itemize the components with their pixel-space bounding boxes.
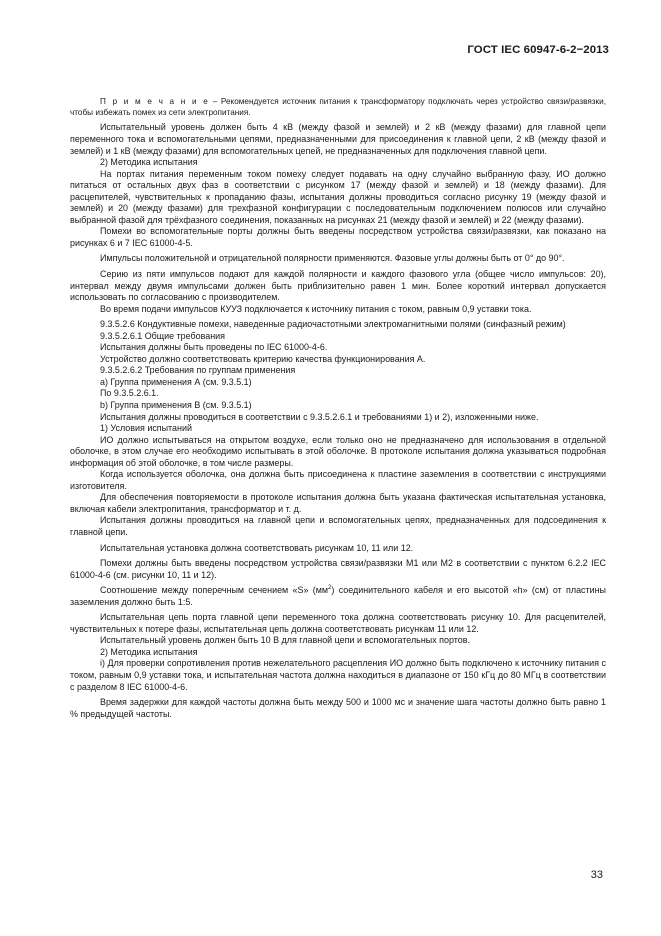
paragraph: Испытательная установка должна соответствовать рисункам 10, 11 или 12. (100, 542, 414, 553)
paragraph: Устройство должно соответствовать критерию качества функционирования А. (100, 353, 426, 364)
paragraph: Испытания должны проводиться в соответствии с 9.3.5.2.6.1 и требованиями 1) и 2), изложенными ниже. (100, 411, 539, 422)
document-header: ГОСТ IEC 60947-6-2−2013 (467, 44, 609, 56)
note (70, 96, 606, 118)
paragraph: Помехи должны быть введены посредством устройства связи/развязки М1 или М2 в соответствии с пунктом 6.2.2 IEC 61000-4-6 (см. рисунки 10, 11 и 12). (70, 558, 606, 580)
paragraph: Импульсы положительной и отрицательной полярности применяются. Фазовые углы должны быть от 0° до 90°. (100, 253, 565, 264)
page-number: 33 (590, 869, 603, 881)
section-heading: 9.3.5.2.6.2 Требования по группам применения (100, 365, 296, 376)
subheading: 1) Условия испытаний (100, 423, 192, 434)
subheading: 2) Методика испытания (100, 646, 198, 657)
paragraph: Испытания должны проводиться на главной цепи и вспомогательных цепях, предназначенных для подсоединения к главной цепи. (70, 515, 606, 537)
paragraph: Испытательная цепь порта главной цепи переменного тока должна соответствовать рисунку 10. Для расцепителей, чувствительных к потере фазы, испытательная цепь должна соответствовать рисункам 11 или 12. (70, 612, 606, 634)
paragraph (70, 585, 606, 608)
list-item: a) Группа применения А (см. 9.3.5.1) (100, 376, 252, 387)
paragraph: Испытательный уровень должен быть 4 кВ (между фазой и землей) и 2 кВ (между фазами) для главной цепи переменного тока и вспомогательными цепями, предназначенными для присоединения к главной цепи, 2 кВ (между фазой и землей) и 1 кВ (между фазами) для вспомогательных цепей, не предназначенных для подключения главной цепи. (70, 122, 606, 156)
paragraph: По 9.3.5.2.6.1. (100, 388, 159, 399)
paragraph: Испытательный уровень должен быть 10 В для главной цепи и вспомогательных портов. (100, 635, 470, 646)
section-heading: 9.3.5.2.6.1 Общие требования (100, 330, 226, 341)
paragraph: i) Для проверки сопротивления против нежелательного расцепления ИО должно быть подключено к источнику питания с током, равным 0,9 уставки тока, и испытательная частота должна находиться в диапазоне от 150 кГц до 80 МГц в соответствии с разделом 8 IEC 61000-4-6. (70, 658, 606, 692)
paragraph: Серию из пяти импульсов подают для каждой полярности и каждого фазового угла (общее число импульсов: 20), интервал между двумя импульсами должен быть приблизительно равен 1 мин. Более короткий интервал допускается использовать по согласованию с производителем. (70, 268, 606, 303)
paragraph: Помехи во вспомогательные порты должны быть введены посредством устройства связи/развязки, как показано на рисунках 6 и 7 IEC 61000-4-5. (70, 226, 606, 248)
list-item: b) Группа применения В (см. 9.3.5.1) (100, 399, 252, 410)
paragraph: Для обеспечения повторяемости в протоколе испытания должна быть указана фактическая испытательная установка, включая кабели электропитания, трансформатор и т. д. (70, 492, 606, 514)
paragraph: Во время подачи импульсов КУУЗ подключается к источнику питания с током, равным 0,9 уставки тока. (100, 303, 532, 314)
section-heading: 9.3.5.2.6 Кондуктивные помехи, наведенные радиочастотными электромагнитными полями (синфазный режим) (100, 319, 566, 330)
page-body (70, 96, 606, 720)
paragraph: Испытания должны быть проведены по IEC 61000-4-6. (100, 342, 328, 353)
subheading: 2) Методика испытания (100, 157, 198, 168)
note-label: П р и м е ч а н и е (100, 97, 210, 106)
cross-section-text: Соотношение между поперечным сечением «S» (мм (100, 585, 329, 596)
paragraph: ИО должно испытываться на открытом воздухе, если только оно не предназначено для использования в отдельной оболочке, в этом случае его необходимо испытывать в этой оболочке. В протоколе испытания должна указываться подробная информация об этой оболочке, в том числе размеры. (70, 434, 606, 468)
superscript: 2 (328, 585, 332, 592)
cross-section-text-end: ) соединительного кабеля и его высотой «h» (см) от пластины заземления должно быть 1:5. (70, 585, 606, 607)
note-text: – Рекомендуется источник питания к трансформатору подключать через устройство связи/развязки, чтобы избежать помех из сети электропитания. (70, 97, 606, 118)
paragraph: На портах питания переменным током помеху следует подавать на одну случайно выбранную фазу, ИО должно питаться от остальных двух фаз в соответствии с рисунком 17 (между фазой и землей) и 18 (между фазами). Для расцепителей, чувствительных к пропаданию фазы, испытания должны проводиться согласно рисунку 19 (между фазой и землей) и 20 (между фазами) для трехфазной конфигурации с последовательным подключением полюсов или случайно выбранной фазой для трёхфазного соединения, показанных на рисунках 21 (между фазой и землей) и 22 (между фазами). (70, 168, 606, 225)
paragraph: Время задержки для каждой частоты должна быть между 500 и 1000 мс и значение шага частоты должно быть равно 1 % предыдущей частоты. (70, 697, 606, 719)
paragraph: Когда используется оболочка, она должна быть присоединена к пластине заземления в соответствии с инструкциями изготовителя. (70, 469, 606, 491)
